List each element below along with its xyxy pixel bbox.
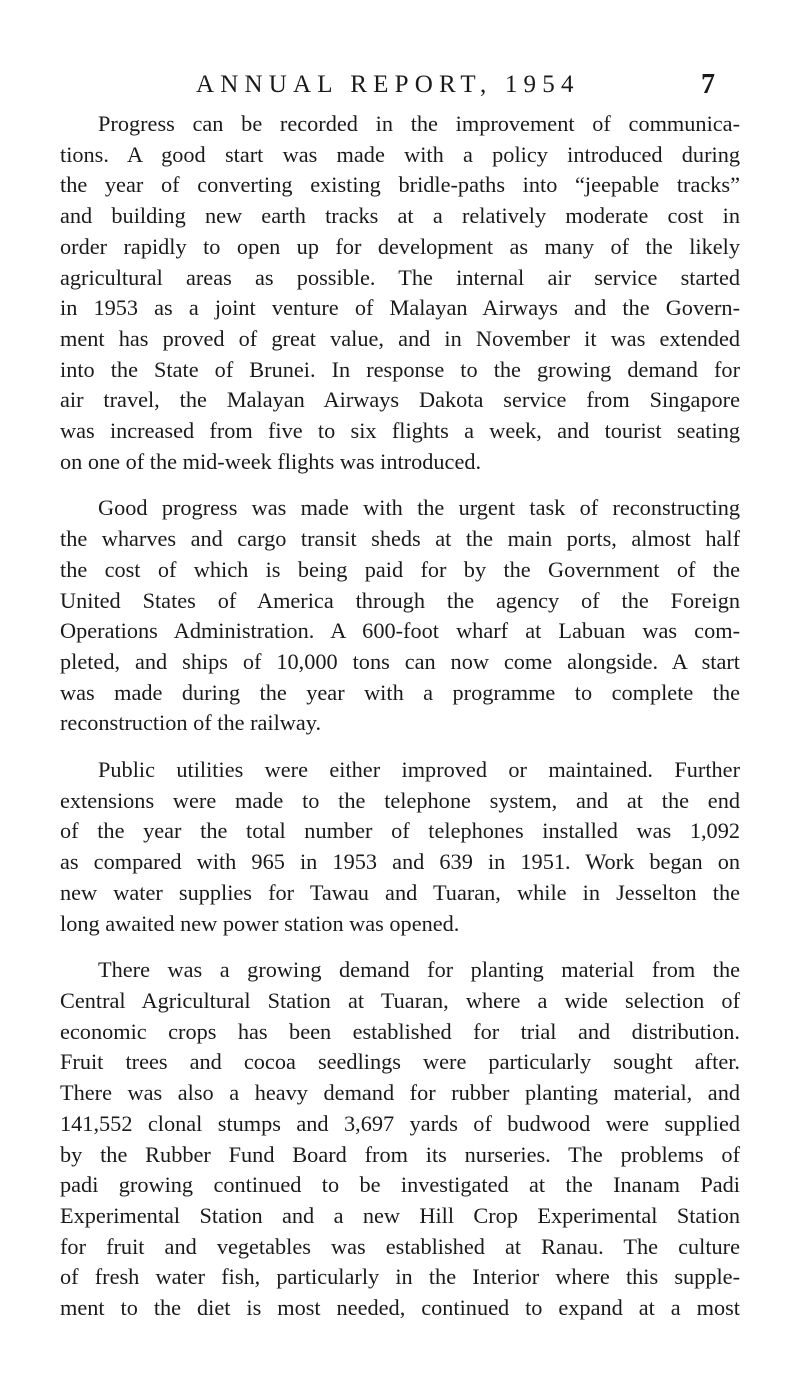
- running-header: [0, 66, 800, 106]
- text-line: Operations Administration. A 600-foot wharf at Labuan was com-: [60, 618, 740, 644]
- text-line: Good progress was made with the urgent task of reconstructing: [98, 495, 740, 521]
- text-line: tions. A good start was made with a policy introduced during: [60, 141, 740, 167]
- text-line: United States of America through the agency of the Foreign: [60, 587, 740, 613]
- text-line: air travel, the Malayan Airways Dakota service from Singapore: [60, 387, 740, 413]
- text-line: was made during the year with a programme to complete the: [60, 679, 740, 705]
- text-line: There was a growing demand for planting material from the: [98, 957, 740, 983]
- paragraph: [60, 493, 740, 739]
- paragraph: [60, 955, 740, 1323]
- text-line: new water supplies for Tawau and Tuaran, while in Jesselton the: [60, 879, 740, 905]
- text-line: pleted, and ships of 10,000 tons can now come alongside. A start: [60, 648, 740, 674]
- text-line: Public utilities were either improved or maintained. Further: [98, 757, 740, 783]
- text-line: Progress can be recorded in the improvement of communica-: [98, 111, 740, 136]
- paragraph: [60, 755, 740, 939]
- text-line: order rapidly to open up for development as many of the likely: [60, 233, 740, 259]
- text-line: as compared with 965 in 1953 and 639 in 1951. Work began on: [60, 849, 740, 875]
- text-line: 141,552 clonal stumps and 3,697 yards of budwood were supplied: [60, 1110, 740, 1136]
- text-line: extensions were made to the telephone system, and at the end: [60, 787, 740, 813]
- text-line: padi growing continued to be investigated at the Inanam Padi: [60, 1172, 740, 1198]
- text-line: of fresh water fish, particularly in the Interior where this supple-: [60, 1264, 740, 1290]
- text-line: economic crops has been established for trial and distribution.: [60, 1018, 740, 1044]
- text-line: There was also a heavy demand for rubber planting material, and: [60, 1080, 740, 1106]
- text-line: of the year the total number of telephones installed was 1,092: [60, 818, 740, 844]
- text-line: Central Agricultural Station at Tuaran, where a wide selection of: [60, 987, 740, 1013]
- text-line: the cost of which is being paid for by the Government of the: [60, 556, 740, 582]
- text-line: ment to the diet is most needed, continued to expand at a most: [60, 1295, 740, 1321]
- text-line: ment has proved of great value, and in November it was extended: [60, 325, 740, 351]
- text-line: the year of converting existing bridle-paths into “jeepable tracks”: [60, 172, 740, 198]
- text-line: the wharves and cargo transit sheds at the main ports, almost half: [60, 526, 740, 552]
- text-line: into the State of Brunei. In response to the growing demand for: [60, 356, 740, 382]
- text-line: on one of the mid-week flights was introduced.: [60, 448, 482, 474]
- text-line: Experimental Station and a new Hill Crop Experimental Station: [60, 1202, 740, 1228]
- running-title: ANNUAL REPORT, 1954: [196, 71, 580, 98]
- paragraph: [60, 109, 740, 477]
- text-line: by the Rubber Fund Board from its nurseries. The problems of: [60, 1141, 740, 1167]
- text-line: for fruit and vegetables was established at Ranau. The culture: [60, 1233, 740, 1259]
- body-text: [60, 109, 740, 1340]
- text-line: and building new earth tracks at a relatively moderate cost in: [60, 203, 740, 229]
- text-line: Fruit trees and cocoa seedlings were particularly sought after.: [60, 1049, 740, 1075]
- text-line: reconstruction of the railway.: [60, 710, 322, 736]
- text-line: was increased from five to six flights a week, and tourist seating: [60, 418, 740, 444]
- text-line: in 1953 as a joint venture of Malayan Airways and the Govern-: [60, 295, 740, 321]
- text-line: agricultural areas as possible. The internal air service started: [60, 264, 740, 290]
- text-line: long awaited new power station was opened.: [60, 910, 460, 936]
- page-number: 7: [701, 69, 715, 100]
